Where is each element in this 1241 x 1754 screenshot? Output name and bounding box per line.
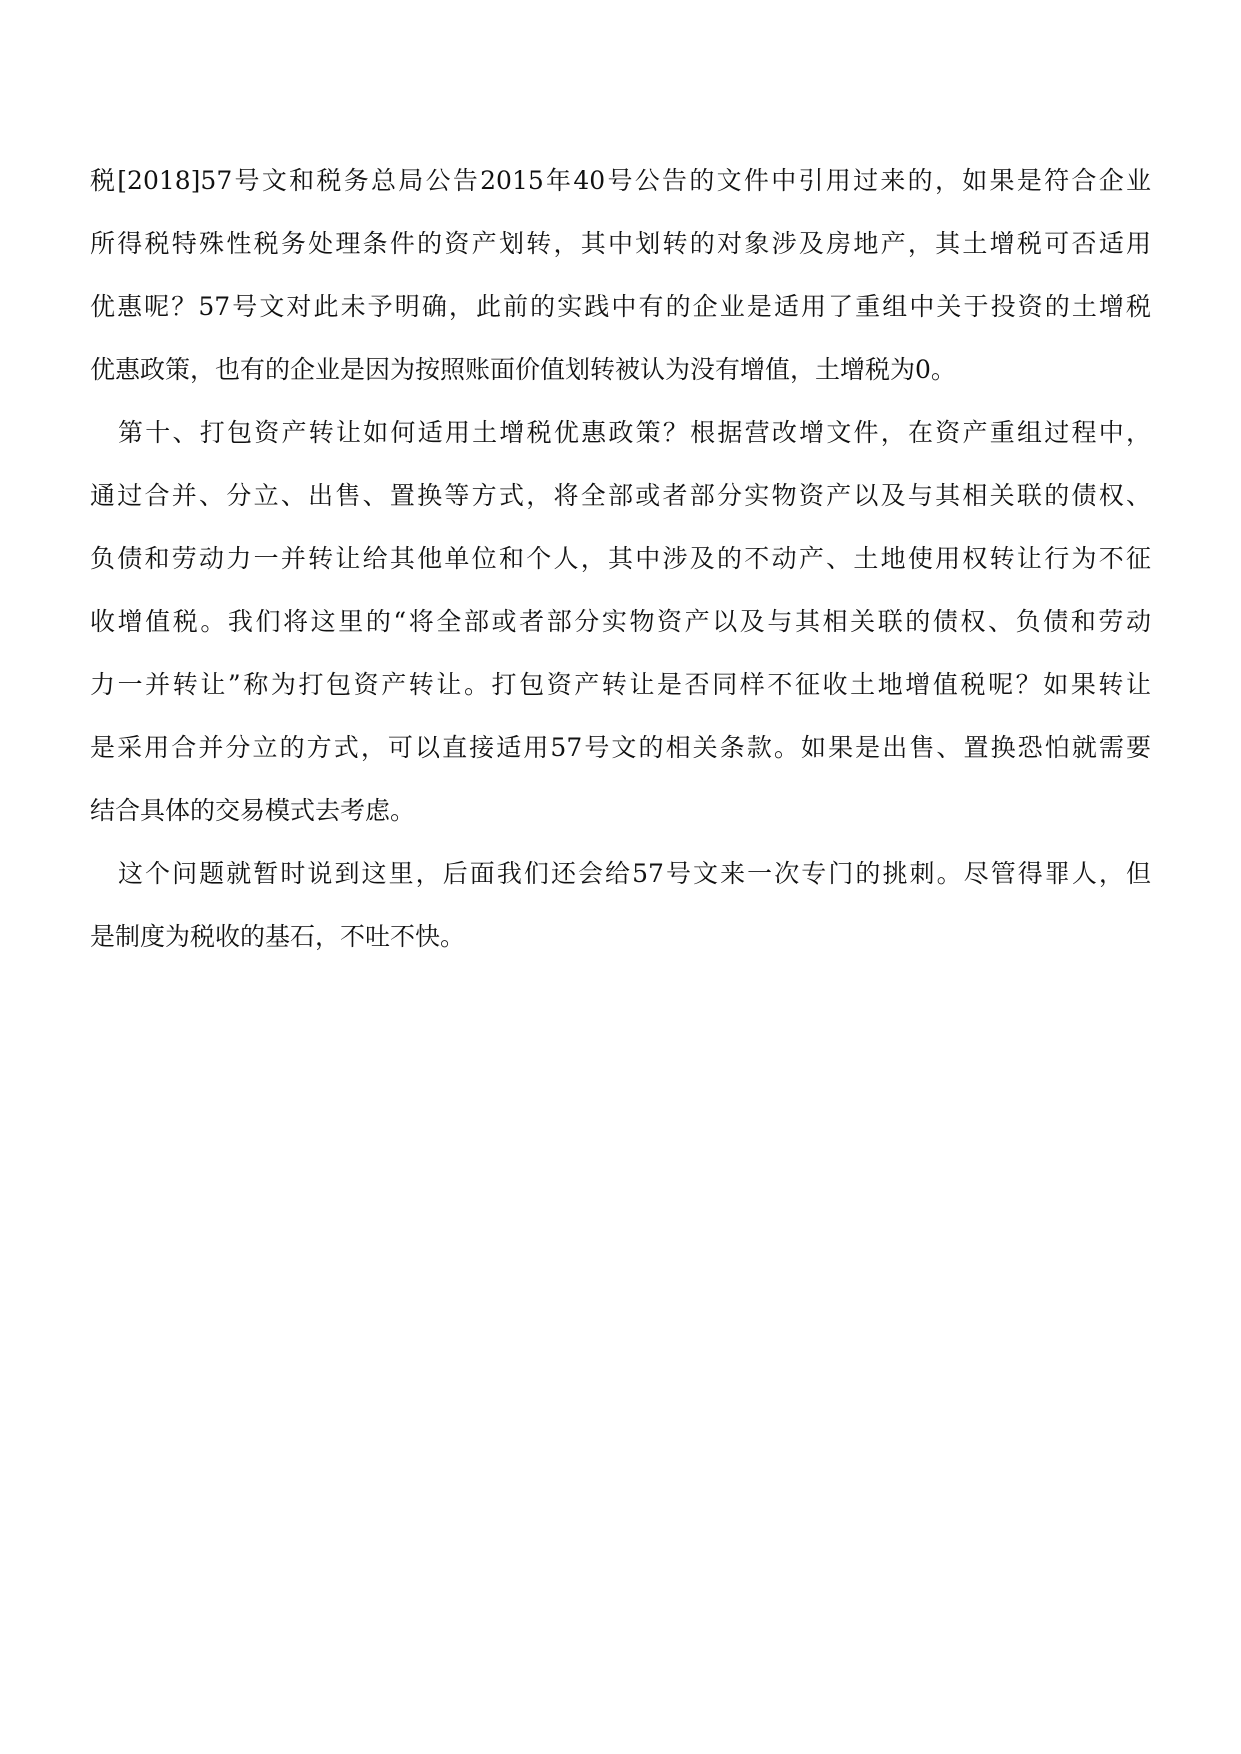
paragraph-2 [90, 412, 1151, 831]
paragraph-line: 第十、打包资产转让如何适用土增税优惠政策？根据营改增文件，在资产重组过程中， [118, 418, 1151, 447]
paragraph-line: 是采用合并分立的方式，可以直接适用57号文的相关条款。如果是出售、置换恐怕就需要 [90, 733, 1151, 762]
paragraph-line: 通过合并、分立、出售、置换等方式，将全部或者部分实物资产以及与其相关联的债权、 [90, 481, 1151, 510]
paragraph-1 [90, 160, 1151, 390]
paragraph-line: 优惠政策，也有的企业是因为按照账面价值划转被认为没有增值，土增税为0。 [90, 355, 956, 384]
paragraph-3 [90, 853, 1151, 957]
paragraph-line: 负债和劳动力一并转让给其他单位和个人，其中涉及的不动产、土地使用权转让行为不征 [90, 544, 1151, 573]
paragraph-line: 税[2018]57号文和税务总局公告2015年40号公告的文件中引用过来的，如果是符合企业 [90, 166, 1151, 195]
paragraph-line: 力一并转让”称为打包资产转让。打包资产转让是否同样不征收土地增值税呢？如果转让 [90, 670, 1151, 699]
paragraph-line: 优惠呢？57号文对此未予明确，此前的实践中有的企业是适用了重组中关于投资的土增税 [90, 292, 1151, 321]
paragraph-line: 是制度为税收的基石，不吐不快。 [90, 922, 466, 951]
paragraph-line: 收增值税。我们将这里的“将全部或者部分实物资产以及与其相关联的债权、负债和劳动 [90, 607, 1151, 636]
paragraph-line: 这个问题就暂时说到这里，后面我们还会给57号文来一次专门的挑刺。尽管得罪人，但 [118, 859, 1151, 888]
paragraph-line: 所得税特殊性税务处理条件的资产划转，其中划转的对象涉及房地产，其土增税可否适用 [90, 229, 1151, 258]
document-body [90, 160, 1151, 979]
paragraph-line: 结合具体的交易模式去考虑。 [90, 796, 416, 825]
